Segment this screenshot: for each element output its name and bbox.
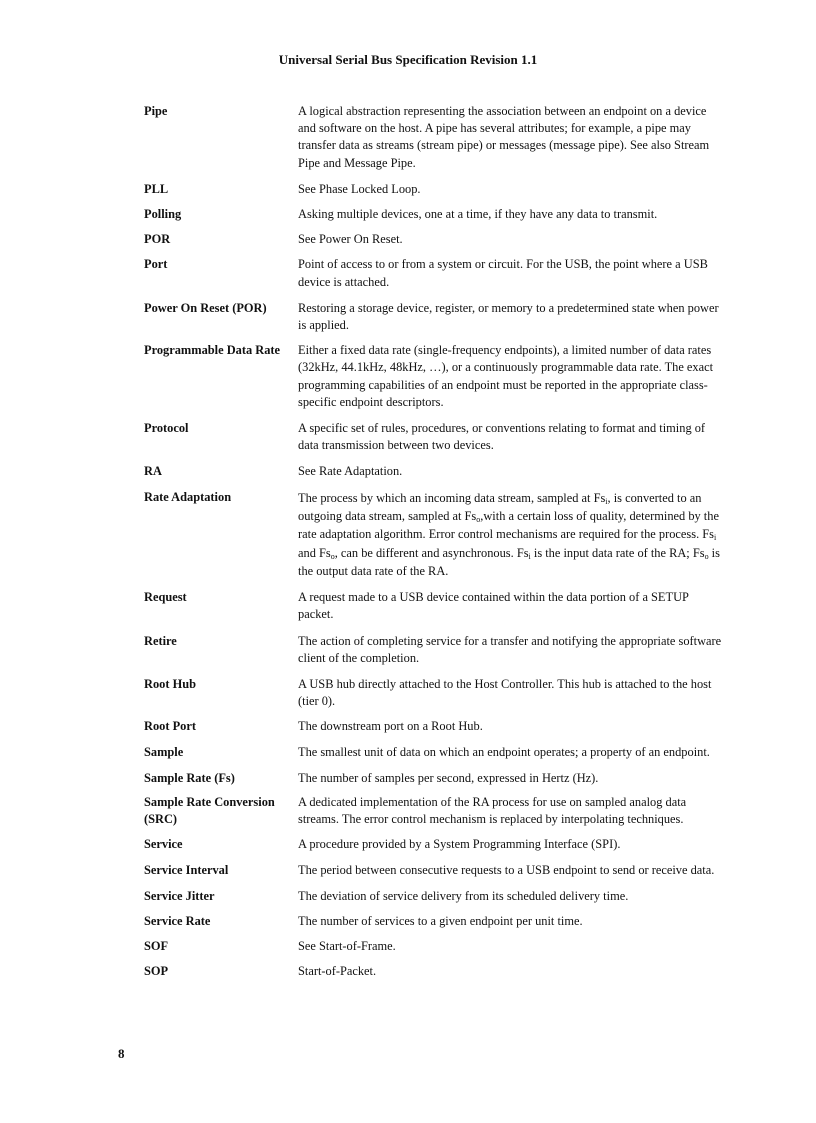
glossary-entry-root-port	[144, 718, 724, 735]
glossary-term: Programmable Data Rate	[144, 343, 281, 358]
glossary-entry-service	[144, 836, 724, 853]
glossary-term: Sample Rate Conversion (SRC)	[144, 794, 275, 827]
glossary-entry-sop	[144, 963, 724, 980]
definition-text: is the input data rate of the RA; Fs	[530, 545, 705, 560]
subscript: o	[476, 514, 481, 524]
glossary-definition: The deviation of service delivery from its scheduled delivery time.	[298, 888, 629, 903]
glossary-term: Port	[144, 257, 168, 272]
glossary-entry-root-hub	[144, 676, 724, 710]
glossary-definition: The smallest unit of data on which an endpoint operates; a property of an endpoint.	[298, 744, 710, 759]
subscript: i	[605, 496, 608, 506]
glossary-term: Power On Reset (POR)	[144, 300, 267, 315]
definition-text: The process by which an incoming data stream, sampled at Fs	[298, 490, 606, 505]
glossary-definition: See Phase Locked Loop.	[298, 181, 421, 196]
glossary-term: Sample	[144, 744, 184, 759]
glossary-definition: Restoring a storage device, register, or memory to a predetermined state when power is applied.	[298, 300, 719, 333]
glossary-entry-service-jitter	[144, 888, 724, 905]
glossary-term: SOP	[144, 964, 169, 979]
glossary-entry-service-interval	[144, 862, 724, 879]
glossary-term: Polling	[144, 207, 182, 222]
glossary-definition: A logical abstraction representing the association between an endpoint on a device and software on the host. A pipe has several attributes; for example, a pipe may transfer data as streams (stream pipe) or messages (message pipe). See also Stream Pipe and Message Pipe.	[298, 104, 710, 170]
glossary-definition	[298, 489, 724, 580]
glossary-term: Service Rate	[144, 913, 211, 928]
glossary-entry-sample	[144, 744, 724, 761]
glossary-definition: A request made to a USB device contained within the data portion of a SETUP packet.	[298, 590, 689, 622]
glossary-definition: Point of access to or from a system or circuit. For the USB, the point where a USB device is attached.	[298, 257, 708, 289]
glossary-definition: The number of samples per second, expressed in Hertz (Hz).	[298, 770, 599, 785]
glossary-definition: Either a fixed data rate (single-frequency endpoints), a limited number of data rates (32kHz, 44.1kHz, 48kHz, …), or a continuously programmable data rate. The exact programming capabilities of an endpoint must be reported in the appropriate class-specific endpoint descriptors.	[298, 343, 714, 409]
definition-text: , is converted to an outgoing data stream, sampled at Fs	[298, 490, 702, 523]
running-header: Universal Serial Bus Specification Revision 1.1	[278, 52, 538, 67]
glossary-term: Rate Adaptation	[144, 489, 232, 504]
glossary-definition: A procedure provided by a System Programming Interface (SPI).	[298, 837, 621, 852]
glossary-entry-power-on-reset	[144, 300, 724, 334]
definition-text: and Fs	[298, 545, 331, 560]
glossary-entry-ra	[144, 463, 724, 480]
glossary-entry-polling	[144, 206, 724, 223]
glossary-definition: Start-of-Packet.	[298, 964, 377, 979]
glossary-definition: A USB hub directly attached to the Host Controller. This hub is attached to the host (tier 0).	[298, 676, 712, 709]
subscript: o	[704, 551, 709, 561]
glossary-term: Pipe	[144, 104, 168, 118]
glossary-definition: A specific set of rules, procedures, or conventions relating to format and timing of data transmission between two devices.	[298, 421, 706, 453]
glossary-definition: The number of services to a given endpoint per unit time.	[298, 913, 583, 928]
glossary-definition: See Start-of-Frame.	[298, 939, 396, 954]
glossary-list	[144, 103, 724, 981]
subscript: o	[330, 551, 335, 561]
glossary-entry-por	[144, 231, 724, 248]
glossary-entry-sample-rate-conversion	[144, 794, 724, 828]
glossary-definition: A dedicated implementation of the RA process for use on sampled analog data streams. The error control mechanism is replaced by interpolating techniques.	[298, 794, 687, 827]
glossary-term: PLL	[144, 181, 169, 196]
glossary-term: SOF	[144, 939, 169, 954]
glossary-entry-sample-rate	[144, 770, 724, 787]
glossary-entry-protocol	[144, 420, 724, 454]
glossary-term: Request	[144, 590, 187, 605]
glossary-term: RA	[144, 464, 162, 479]
glossary-definition: The period between consecutive requests to a USB endpoint to send or receive data.	[298, 862, 715, 877]
definition-text: ,with a certain loss of quality, determined by the rate adaptation algorithm. Error control mechanisms are required for the process. Fs	[298, 508, 719, 542]
glossary-definition: See Power On Reset.	[298, 232, 403, 247]
subscript: i	[528, 551, 531, 561]
definition-text: is the output data rate of the RA.	[298, 545, 720, 578]
glossary-term: Service Jitter	[144, 888, 215, 903]
glossary-term: Service	[144, 837, 183, 852]
glossary-entry-rate-adaptation	[144, 489, 724, 580]
glossary-entry-programmable-data-rate	[144, 342, 724, 411]
glossary-term: Protocol	[144, 421, 189, 436]
glossary-definition: The action of completing service for a transfer and notifying the appropriate software client of the completion.	[298, 633, 722, 665]
glossary-definition: The downstream port on a Root Hub.	[298, 719, 483, 734]
definition-text: , can be different and asynchronous. Fs	[334, 545, 529, 560]
glossary-definition: Asking multiple devices, one at a time, if they have any data to transmit.	[298, 207, 658, 222]
glossary-entry-sof	[144, 938, 724, 955]
glossary-entry-retire	[144, 633, 724, 667]
subscript: i	[713, 533, 717, 543]
glossary-term: Service Interval	[144, 862, 229, 877]
glossary-term: Retire	[144, 633, 177, 648]
glossary-entry-service-rate	[144, 913, 724, 930]
page-number: 8	[118, 1046, 125, 1061]
glossary-entry-port	[144, 256, 724, 290]
glossary-entry-pipe	[144, 103, 724, 172]
glossary-term: Root Port	[144, 719, 196, 734]
glossary-entry-pll	[144, 181, 724, 198]
glossary-term: POR	[144, 232, 171, 247]
glossary-entry-request	[144, 589, 724, 623]
glossary-term: Sample Rate (Fs)	[144, 770, 235, 785]
glossary-term: Root Hub	[144, 676, 196, 691]
glossary-definition: See Rate Adaptation.	[298, 464, 403, 479]
